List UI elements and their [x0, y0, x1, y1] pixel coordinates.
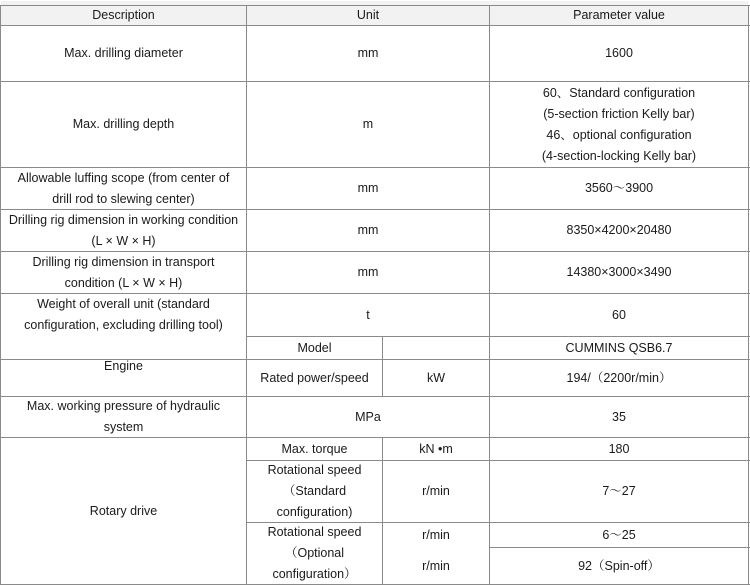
desc-line: system: [103, 420, 144, 434]
header-unit: Unit: [356, 8, 380, 22]
engine-model-label: Model: [297, 340, 332, 355]
label-line: Rotational speed: [267, 463, 362, 477]
value-luffing: 3560～3900: [584, 181, 654, 195]
desc-line: drill rod to slewing center): [52, 191, 195, 206]
unit-weight: t: [366, 307, 370, 322]
header-description: Description: [92, 8, 155, 22]
desc-line: Drilling rig dimension in working condition: [8, 212, 239, 227]
rotary-torque-value: 180: [608, 441, 630, 456]
value-working-dimension: 8350×4200×20480: [566, 223, 672, 237]
rotary-standard-speed-value: 7～27: [602, 484, 636, 498]
label-line: Rotational speed: [267, 525, 362, 539]
rotary-optional-speed-value: 6～25: [602, 527, 636, 542]
rotary-spinoff-speed-unit: r/min: [422, 558, 450, 573]
engine-model-value: CUMMINS QSB6.7: [565, 340, 673, 355]
value-transport-dimension: 14380×3000×3490: [566, 265, 672, 279]
desc-transport-dimension: [1, 252, 246, 293]
engine-power-unit: kW: [426, 370, 446, 385]
desc-line: configuration, excluding drilling tool): [24, 318, 223, 332]
unit-transport-dimension: mm: [357, 265, 379, 279]
desc-drilling-diameter: Max. drilling diameter: [64, 46, 183, 60]
value-weight: 60: [612, 307, 626, 322]
rotary-standard-speed-unit: r/min: [422, 484, 450, 498]
value-line: (4-section-locking Kelly bar): [541, 148, 697, 163]
rotary-torque-unit: kN •m: [419, 441, 453, 456]
label-line: configuration): [276, 505, 353, 519]
value-line: 60、Standard configuration: [542, 85, 696, 100]
unit-working-dimension: mm: [357, 223, 379, 237]
header-parameter-value: Parameter value: [573, 8, 665, 22]
desc-line: condition (L × W × H): [64, 275, 183, 290]
desc-drilling-depth: Max. drilling depth: [72, 117, 175, 131]
desc-working-dimension: [1, 210, 246, 251]
engine-power-label: Rated power/speed: [260, 370, 369, 385]
value-line: 46、optional configuration: [546, 127, 692, 142]
desc-rotary-drive: Rotary drive: [89, 503, 158, 518]
engine-power-value: 194/（2200r/min）: [566, 370, 672, 385]
unit-drilling-diameter: mm: [357, 46, 379, 60]
rotary-spinoff-speed-value: 92（Spin-off）: [578, 558, 660, 573]
rotary-torque-label: Max. torque: [281, 441, 348, 456]
label-line: （Optional: [284, 546, 345, 560]
desc-line: Max. working pressure of hydraulic: [26, 399, 221, 413]
desc-engine: Engine: [104, 359, 143, 373]
rotary-optional-speed-unit: r/min: [422, 527, 450, 542]
desc-luffing: [1, 168, 246, 209]
unit-luffing: mm: [357, 181, 379, 195]
value-drilling-depth: [490, 82, 748, 167]
rotary-optional-speed-label: [247, 523, 382, 584]
value-hydraulic: 35: [612, 409, 626, 424]
desc-hydraulic: [1, 397, 246, 437]
value-drilling-diameter: 1600: [605, 46, 633, 60]
desc-line: Allowable luffing scope (from center of: [17, 170, 230, 185]
label-line: （Standard: [282, 484, 347, 498]
unit-drilling-depth: m: [362, 117, 374, 131]
desc-line: Drilling rig dimension in transport: [32, 254, 215, 269]
desc-weight: [1, 294, 246, 336]
value-line: (5-section friction Kelly bar): [543, 106, 695, 121]
rotary-standard-speed-label: [247, 461, 382, 522]
desc-line: (L × W × H): [91, 233, 156, 248]
unit-hydraulic: MPa: [355, 409, 381, 424]
label-line: configuration）: [272, 567, 357, 581]
grid-line: [748, 5, 749, 585]
desc-line: Weight of overall unit (standard: [37, 297, 210, 311]
